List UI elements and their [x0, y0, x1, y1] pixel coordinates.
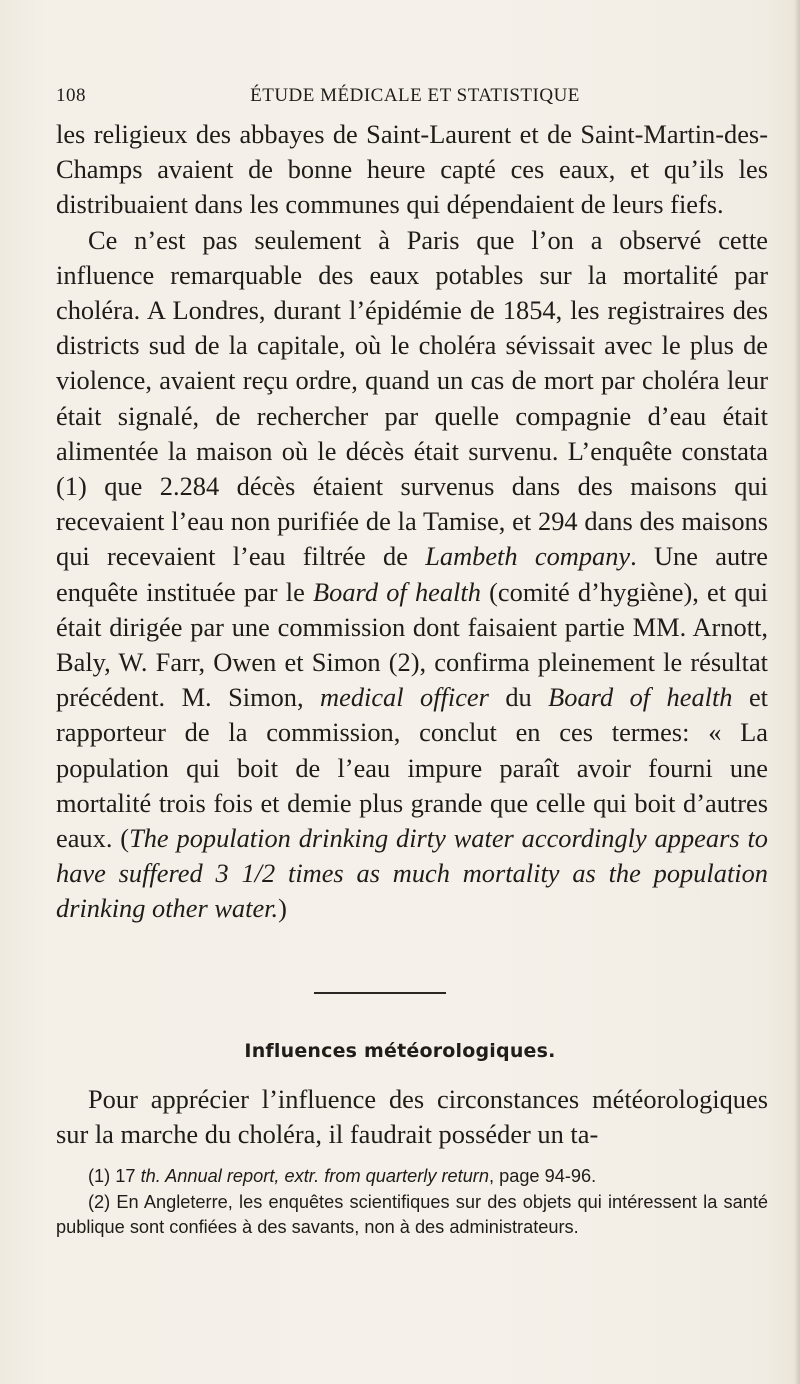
main-text: [56, 117, 768, 927]
paragraph-2-part-9: et rapporteur de la commission, conclut en ces termes: « La population qui boit de l’eau impure paraît avoir fourni une mortalité trois fois et demie plus grande que celle qui boit d’autres eaux. (: [56, 682, 768, 854]
running-header: [56, 85, 752, 113]
paragraph-2-part-1: Ce n’est pas seulement à Paris que l’on a observé cette influence remarquable des eaux potables sur la mortalité par choléra. A Londres, durant l’épidémie de 1854, les registraires des districts sud de la capitale, où le choléra sévissait avec le plus de violence, avaient reçu ordre, quand un cas de mort par choléra leur était signalé, de rechercher par quelle compagnie d’eau était alimentée la maison où le décès était survenu. L’enquête constata (1) que 2.284 décès étaient survenus dans des maisons qui recevaient l’eau non purifiée de la Tamise, et 294 dans des maisons qui recevaient l’eau filtrée de: [56, 224, 768, 572]
board-of-health-italic-1: Board of health: [313, 576, 481, 607]
footnote-1-prefix: (1) 17: [88, 1166, 141, 1186]
footnote-1-suffix: , page 94-96.: [488, 1166, 597, 1186]
page-edge-shadow: [794, 0, 800, 1384]
running-title: ÉTUDE MÉDICALE ET STATISTIQUE: [250, 85, 580, 106]
paragraph-2-part-7: du: [488, 682, 549, 713]
paragraph-1: les religieux des abbayes de Saint-Laurent et de Saint-Martin-des-Champs avaient de bonne heure capté ces eaux, et qu’ils les distribuaient dans les communes qui dépendaient de leurs fiefs.: [56, 119, 768, 220]
paragraph-2: [56, 223, 768, 927]
medical-officer-italic: medical officer: [320, 682, 489, 713]
paragraph-3: Pour apprécier l’influence des circonstances météorologiques sur la marche du choléra, il faudrait posséder un ta-: [56, 1084, 768, 1150]
section-text: [56, 1082, 768, 1152]
lambeth-company-italic: Lambeth company: [425, 541, 631, 572]
footnote-1: [56, 1164, 768, 1190]
paragraph-2-part-11: ): [278, 893, 287, 924]
page-number: 108: [56, 85, 86, 106]
footnote-2: (2) En Angleterre, les enquêtes scientifiques sur des objets qui intéressent la santé publique sont confiées à des savants, non à des administrateurs.: [56, 1191, 768, 1237]
footnotes: [56, 1164, 768, 1241]
section-heading: Influences météorologiques.: [244, 1040, 556, 1062]
paragraph-2-part-3: . Une autre enquête instituée par le: [56, 541, 768, 607]
paragraph-2-part-5: (comité d’hygiène), et qui était dirigée par une commission dont faisaient partie MM. Arnott, Baly, W. Farr, Owen et Simon (2), confirma pleinement le résultat précédent. M. Simon,: [56, 576, 769, 713]
board-of-health-italic-2: Board of health: [548, 682, 733, 713]
footnote-1-italic: th. Annual report, extr. from quarterly return: [140, 1166, 489, 1186]
english-quote-italic: The population drinking dirty water accordingly appears to have suffered 3 1/2 times as much mortality as the population drinking other water.: [56, 823, 768, 924]
section-divider: [314, 992, 446, 994]
